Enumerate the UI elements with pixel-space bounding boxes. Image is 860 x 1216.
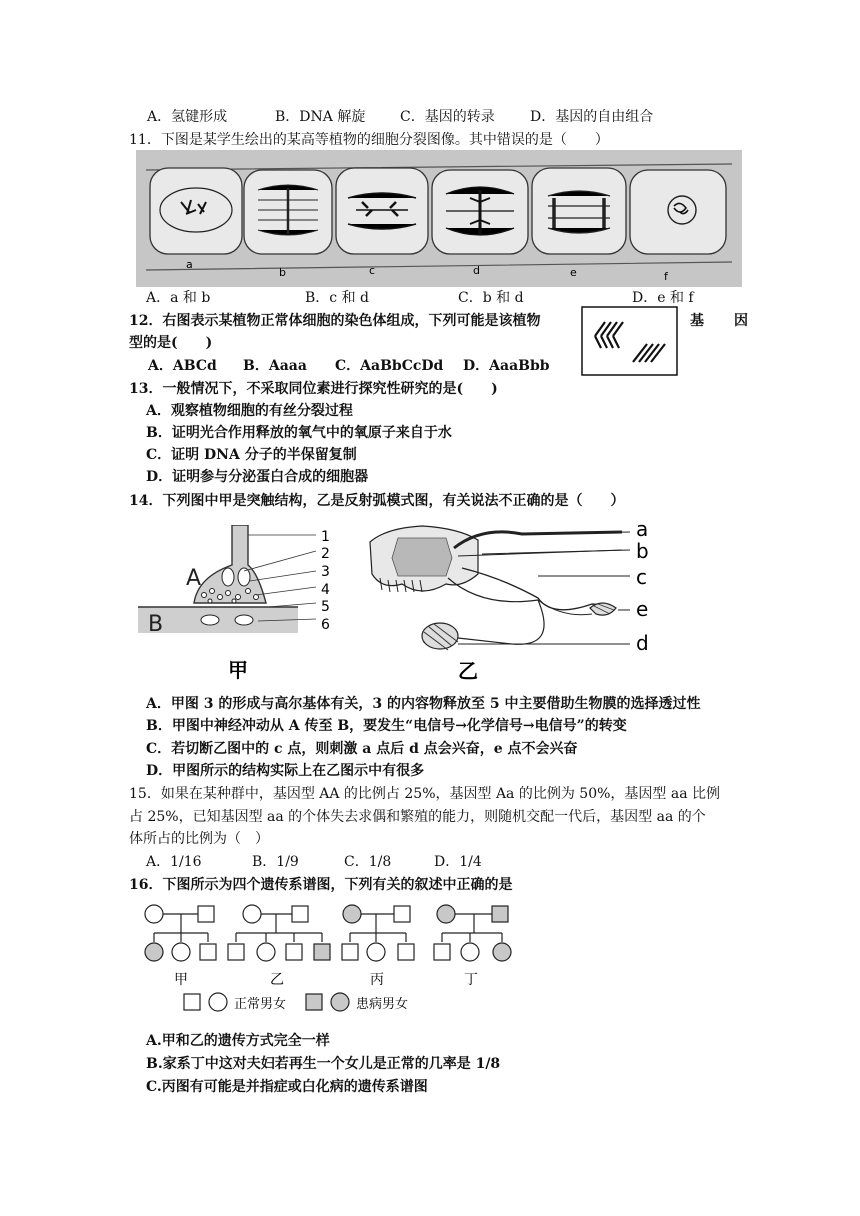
q15-option-c: C．1/8	[344, 854, 392, 870]
synapse-number-1: 1	[321, 529, 330, 545]
q12-option-a: A．ABCd	[148, 358, 217, 374]
q12-option-b: B．Aaaa	[243, 358, 307, 374]
q16-option-c: C.丙图有可能是并指症或白化病的遗传系谱图	[146, 1079, 428, 1095]
synapse-label-A: A	[186, 566, 202, 591]
q16-stem: 16．下图所示为四个遗传系谱图，下列有关的叙述中正确的是	[129, 877, 513, 893]
q15-line1: 15．如果在某种群中，基因型 AA 的比例占 25%，基因型 Aa 的比例为 50%，基因型 aa 比例	[129, 786, 721, 802]
pedigree-yi	[228, 905, 330, 961]
pedigree-ding	[434, 905, 511, 961]
pedigree-name-bing: 丙	[370, 972, 384, 988]
reflex-label-d: d	[636, 631, 649, 655]
cell-division-figure	[136, 150, 742, 287]
pedigree-bing	[342, 905, 414, 961]
q13-option-d: D．证明参与分泌蛋白合成的细胞器	[146, 469, 369, 485]
q14-option-a: A．甲图 3 的形成与高尔基体有关，3 的内容物释放至 5 中主要借助生物膜的选择透过性	[146, 696, 701, 712]
q15-option-b: B．1/9	[252, 854, 299, 870]
pedigree-name-jia: 甲	[174, 972, 188, 988]
q14-option-b: B．甲图中神经冲动从 A 传至 B，要发生“电信号→化学信号→电信号”的转变	[146, 718, 627, 734]
q10-option-d: D．基因的自由组合	[530, 109, 654, 125]
cell-label-c: c	[369, 264, 376, 277]
pedigree-jia	[145, 905, 216, 961]
cell-label-d: d	[473, 264, 480, 277]
reflex-label-e: e	[636, 597, 649, 621]
reflex-label-a: a	[636, 518, 649, 541]
effector-muscle	[422, 623, 458, 650]
q13-option-a: A．观察植物细胞的有丝分裂过程	[146, 403, 353, 419]
q12-stem-line1: 12．右图表示某植物正常体细胞的染色体组成，下列可能是该植物	[129, 313, 541, 329]
reflex-arc-figure-yi	[362, 518, 662, 688]
q15-line3: 体所占的比例为（ ）	[129, 831, 269, 847]
q10-option-b: B．DNA 解旋	[275, 109, 366, 125]
q12-option-d: D．AaaBbb	[463, 358, 550, 374]
q14-option-c: C．若切断乙图中的 c 点，则刺激 a 点后 d 点会兴奋，e 点不会兴奋	[146, 741, 578, 757]
synapse-number-2: 2	[321, 546, 330, 562]
q11-option-c: C．b 和 d	[458, 290, 524, 306]
cell-label-b: b	[279, 266, 286, 279]
synapse-label-B: B	[148, 612, 164, 637]
legend-affected-label: 患病男女	[356, 997, 409, 1012]
q14-stem: 14．下列图中甲是突触结构，乙是反射弧模式图，有关说法不正确的是（ ）	[129, 493, 625, 509]
q11-option-b: B．c 和 d	[305, 290, 369, 306]
cell-label-f: f	[664, 270, 668, 283]
q11-stem: 11．下图是某学生绘出的某高等植物的细胞分裂图像。其中错误的是（ ）	[129, 132, 609, 148]
q15-option-d: D．1/4	[434, 854, 482, 870]
q13-option-b: B．证明光合作用释放的氧气中的氧原子来自于水	[146, 425, 452, 441]
q12-stem-tail: 基 因	[690, 313, 756, 329]
q10-option-a: A．氢键形成	[147, 109, 228, 125]
synapse-number-6: 6	[321, 617, 330, 633]
cell-label-e: e	[570, 266, 577, 279]
q15-option-a: A．1/16	[146, 854, 202, 870]
q15-line2: 占 25%，已知基因型 aa 的个体失去求偶和繁殖的能力，则随机交配一代后，基因型 aa 的个	[129, 809, 706, 825]
q12-option-c: C．AaBbCcDd	[335, 358, 444, 374]
reflex-caption: 乙	[458, 659, 478, 683]
pedigree-name-ding: 丁	[464, 972, 478, 988]
cell-c	[336, 168, 428, 254]
reflex-label-c: c	[636, 565, 647, 589]
receptor	[590, 603, 616, 615]
pedigree-figure	[136, 898, 526, 1020]
pedigree-name-yi: 乙	[270, 972, 284, 988]
reflex-label-b: b	[636, 539, 649, 563]
q11-option-d: D．e 和 f	[632, 290, 694, 306]
q16-option-b: B.家系丁中这对夫妇若再生一个女儿是正常的几率是 1/8	[146, 1056, 501, 1072]
q14-option-d: D．甲图所示的结构实际上在乙图示中有很多	[146, 763, 425, 779]
synapse-number-4: 4	[321, 582, 330, 598]
q13-stem: 13．一般情况下，不采取同位素进行探究性研究的是( )	[129, 381, 498, 397]
q12-stem-line2: 型的是( )	[129, 335, 213, 351]
q10-option-c: C．基因的转录	[400, 109, 495, 125]
q16-option-a: A.甲和乙的遗传方式完全一样	[146, 1033, 330, 1049]
legend-normal-label: 正常男女	[234, 997, 287, 1012]
q11-option-a: A．a 和 b	[146, 290, 211, 306]
synapse-caption: 甲	[228, 658, 248, 682]
synapse-number-3: 3	[321, 564, 330, 580]
cell-e	[532, 168, 626, 254]
synapse-number-5: 5	[321, 599, 330, 615]
q13-option-c: C．证明 DNA 分子的半保留复制	[146, 447, 357, 463]
chromosome-figure	[581, 306, 678, 376]
synapse-figure-jia	[138, 525, 343, 685]
cell-label-a: a	[186, 258, 193, 271]
